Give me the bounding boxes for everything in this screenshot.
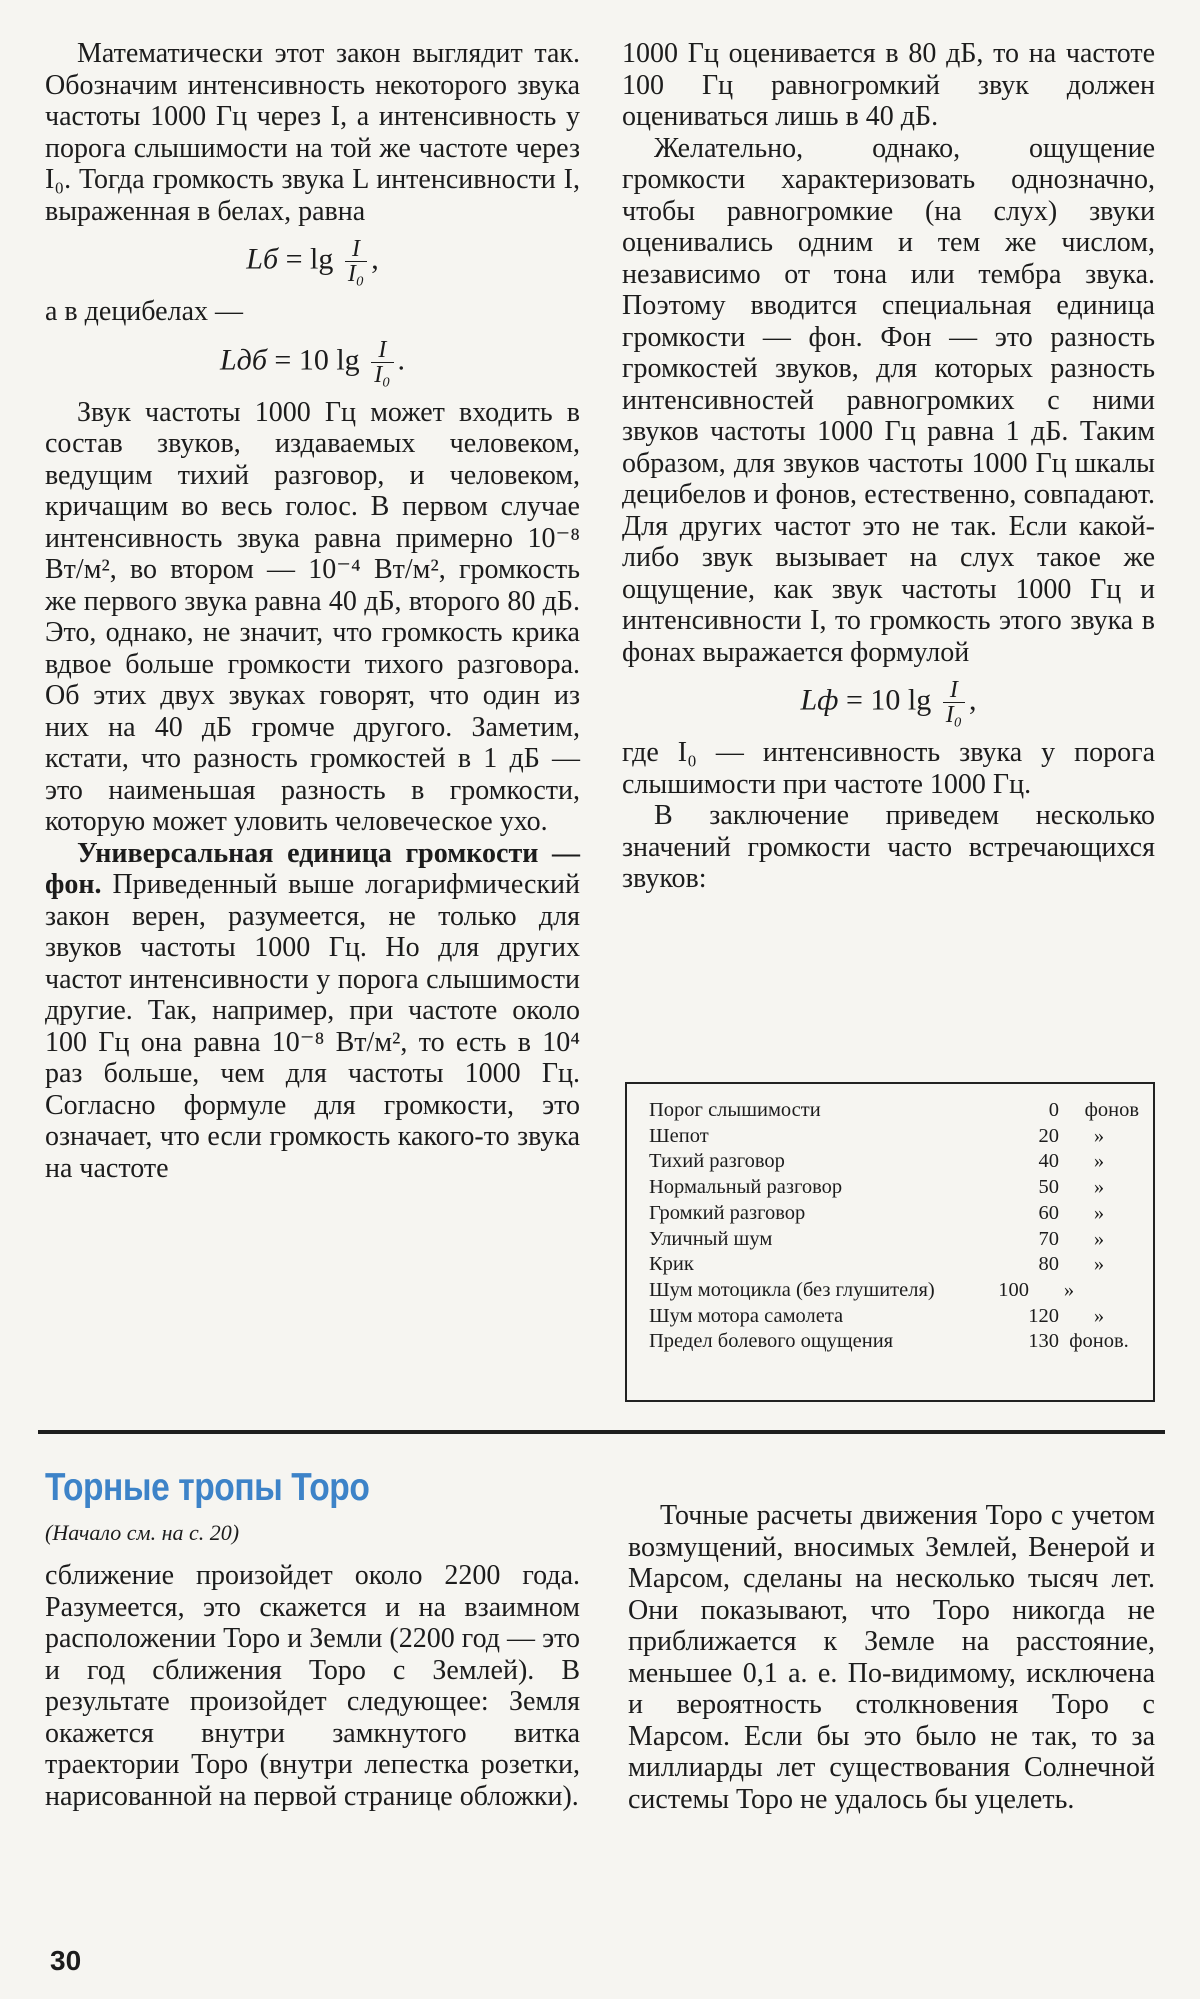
table-row: [649, 1149, 1139, 1175]
table-cell-unit: »: [1093, 1304, 1105, 1327]
table-row: [649, 1329, 1139, 1355]
table-cell-value: 40: [1038, 1150, 1059, 1173]
formula-tail: ,: [371, 242, 379, 276]
fraction: [943, 678, 965, 727]
table-row: [649, 1098, 1139, 1124]
table-cell-unit: »: [1093, 1253, 1105, 1276]
formula-lhs: Lб: [246, 242, 279, 276]
table-cell-unit: фонов.: [1069, 1330, 1129, 1353]
fraction-denominator: I₀: [374, 361, 391, 388]
table-row: [649, 1124, 1139, 1150]
formula-lhs: Lдб: [219, 342, 267, 376]
table-cell-unit: »: [1063, 1278, 1075, 1301]
article2-right-column: [628, 1500, 1155, 1815]
table-cell-name: Порог слышимости: [649, 1099, 821, 1121]
right-column: [622, 38, 1155, 895]
formula-lhs: Lф: [800, 683, 839, 717]
table-cell-name: Уличный шум: [649, 1227, 773, 1250]
paragraph: В заключение приведем несколько значений громкости часто встречающихся звуков:: [622, 800, 1155, 894]
table-cell-value: 130: [1028, 1330, 1059, 1353]
fraction-denominator: I₀: [945, 702, 963, 728]
formula-tail: ,: [969, 683, 977, 717]
paragraph: [45, 838, 580, 1185]
formula-bels: [45, 237, 580, 286]
table-row: [649, 1201, 1139, 1227]
fraction-numerator: I: [371, 338, 393, 363]
paragraph: Звук частоты 1000 Гц может входить в состав звуков, издаваемых человеком, ведущим тихий разговор, и человеком, кричащим во весь голос. В первом случае интенсивность звука равна примерно 10⁻⁸ Вт/м², во втором — 10⁻⁴ Вт/м², громкость же первого звука равна 40 дБ, второго 80 дБ. Это, однако, не значит, что громкость крика вдвое больше громкости тихого разговора. Об этих двух звуках говорят, что один из них на 40 дБ громче другого. Заметим, кстати, что разность громкостей в 1 дБ — это наименьшая разность в громкости, которую может уловить человеческое ухо.: [45, 396, 580, 837]
fraction: [371, 338, 393, 387]
fraction-numerator: I: [943, 678, 965, 703]
table-row: [649, 1304, 1139, 1330]
table-cell-value: 80: [1038, 1253, 1059, 1276]
continuation-note: (Начало см. на с. 20): [45, 1520, 240, 1545]
table-cell-unit: »: [1093, 1150, 1105, 1173]
table-cell-name: Нормальный разговор: [649, 1176, 843, 1199]
table-cell-value: 120: [1028, 1304, 1059, 1327]
article-title: Торные тропы Торо: [45, 1466, 370, 1509]
table-row: [649, 1175, 1139, 1201]
table-cell-name: Тихий разговор: [649, 1150, 785, 1173]
paragraph: сближение произойдет около 2200 года. Разумеется, это скажется и на взаимном расположении Торо и Земли (2200 год — это и год сближения Торо с Землей). В результате произойдет следующее: Земля окажется внутри замкнутого витка траектории Торо (внутри лепестка розетки, нарисованной на первой странице обложки).: [45, 1560, 580, 1812]
article2-left-column: [45, 1560, 580, 1812]
fraction-numerator: I: [345, 237, 367, 262]
paragraph: Желательно, однако, ощущение громкости характеризовать однозначно, чтобы равногромкие (на слух) звуки оценивались одним и тем же числом, независимо от тона или тембра звука. Поэтому вводится специальная единица громкости — фон. Фон — это разность громкостей звуков, для которых разность интенсивностей равногромких с ними звуков частоты 1000 Гц равна 1 дБ. Таким образом, для звуков частоты 1000 Гц шкалы децибелов и фонов, естественно, совпадают. Для других частот это не так. Если какой-либо звук вызывает на слух такое же ощущение, как звук частоты 1000 Гц и интенсивности I, то громкость этого звука в фонах выражается формулой: [622, 132, 1155, 668]
left-column: [45, 38, 580, 1184]
paragraph: Математически этот закон выглядит так. Обозначим интенсивность некоторого звука частоты 1000 Гц через I, а интенсивность у порога слышимости на той же частоте через I₀. Тогда громкость звука L интенсивности I, выраженная в белах, равна: [45, 38, 580, 227]
paragraph: а в децибелах —: [45, 296, 243, 327]
table-cell-unit: »: [1093, 1227, 1105, 1250]
table-cell-value: 60: [1038, 1201, 1059, 1224]
fraction-denominator: I₀: [347, 261, 365, 287]
formula-op: = 10 lg: [274, 342, 360, 376]
table-cell-unit: »: [1093, 1201, 1105, 1224]
table-row: [649, 1252, 1139, 1278]
paragraph: где I₀ — интенсивность звука у порога слышимости при частоте 1000 Гц.: [622, 737, 1155, 800]
table-cell-name: Шепот: [649, 1124, 709, 1147]
formula-phons: [622, 678, 1155, 727]
table-cell-value: 70: [1038, 1227, 1059, 1250]
paragraph: 1000 Гц оценивается в 80 дБ, то на частоте 100 Гц равногромкий звук должен оцениваться лишь в 40 дБ.: [622, 38, 1155, 132]
table-cell-value: 20: [1038, 1124, 1059, 1147]
table-cell-unit: »: [1093, 1124, 1105, 1147]
table-cell-name: Шум мотоцикла (без глушителя): [649, 1278, 935, 1301]
fraction: [345, 237, 367, 286]
table-cell-name: Крик: [649, 1253, 694, 1276]
table-cell-name: Громкий разговор: [649, 1201, 806, 1224]
table-cell-value: 50: [1038, 1176, 1059, 1199]
table-cell-name: Шум мотора самолета: [649, 1304, 844, 1327]
table-cell-name: Предел болевого ощущения: [649, 1330, 894, 1353]
formula-tail: .: [397, 342, 406, 376]
section-heading: Универсальная единица громкости — фон.: [45, 837, 580, 900]
table-cell-value: 100: [998, 1278, 1029, 1301]
table-cell-unit: »: [1093, 1176, 1105, 1199]
formula-decibels: [45, 338, 580, 387]
table-cell-unit: фонов: [1084, 1099, 1139, 1121]
page-number: 30: [50, 1945, 82, 1976]
paragraph: Точные расчеты движения Торо с учетом возмущений, вносимых Землей, Венерой и Марсом, сделаны на несколько тысяч лет. Они показывают, что Торо никогда не приближается к Земле на расстояние, меньшее 0,1 а. е. По-видимому, исключена и вероятность столкновения Торо с Марсом. Если бы это было не так, то за миллиарды лет существования Солнечной системы Торо не удалось бы уцелеть.: [628, 1500, 1155, 1815]
formula-op: = lg: [285, 242, 334, 276]
formula-op: = 10 lg: [845, 683, 932, 717]
table-cell-value: 0: [1048, 1099, 1059, 1121]
paragraph-text: Приведенный выше логарифмический закон верен, разумеется, не только для звуков частоты 1000 Гц. Но для других частот интенсивности у порога слышимости другие. Так, например, при частоте около 100 Гц она равна 10⁻⁸ Вт/м², то есть в 10⁴ раз больше, чем для частоты 1000 Гц. Согласно формуле для громкости, это означает, что если громкость какого-то звука на частоте: [45, 869, 581, 1184]
table-row: [649, 1227, 1139, 1253]
table-row: [649, 1278, 1139, 1304]
loudness-table: [625, 1082, 1155, 1402]
section-divider: [38, 1430, 1165, 1434]
